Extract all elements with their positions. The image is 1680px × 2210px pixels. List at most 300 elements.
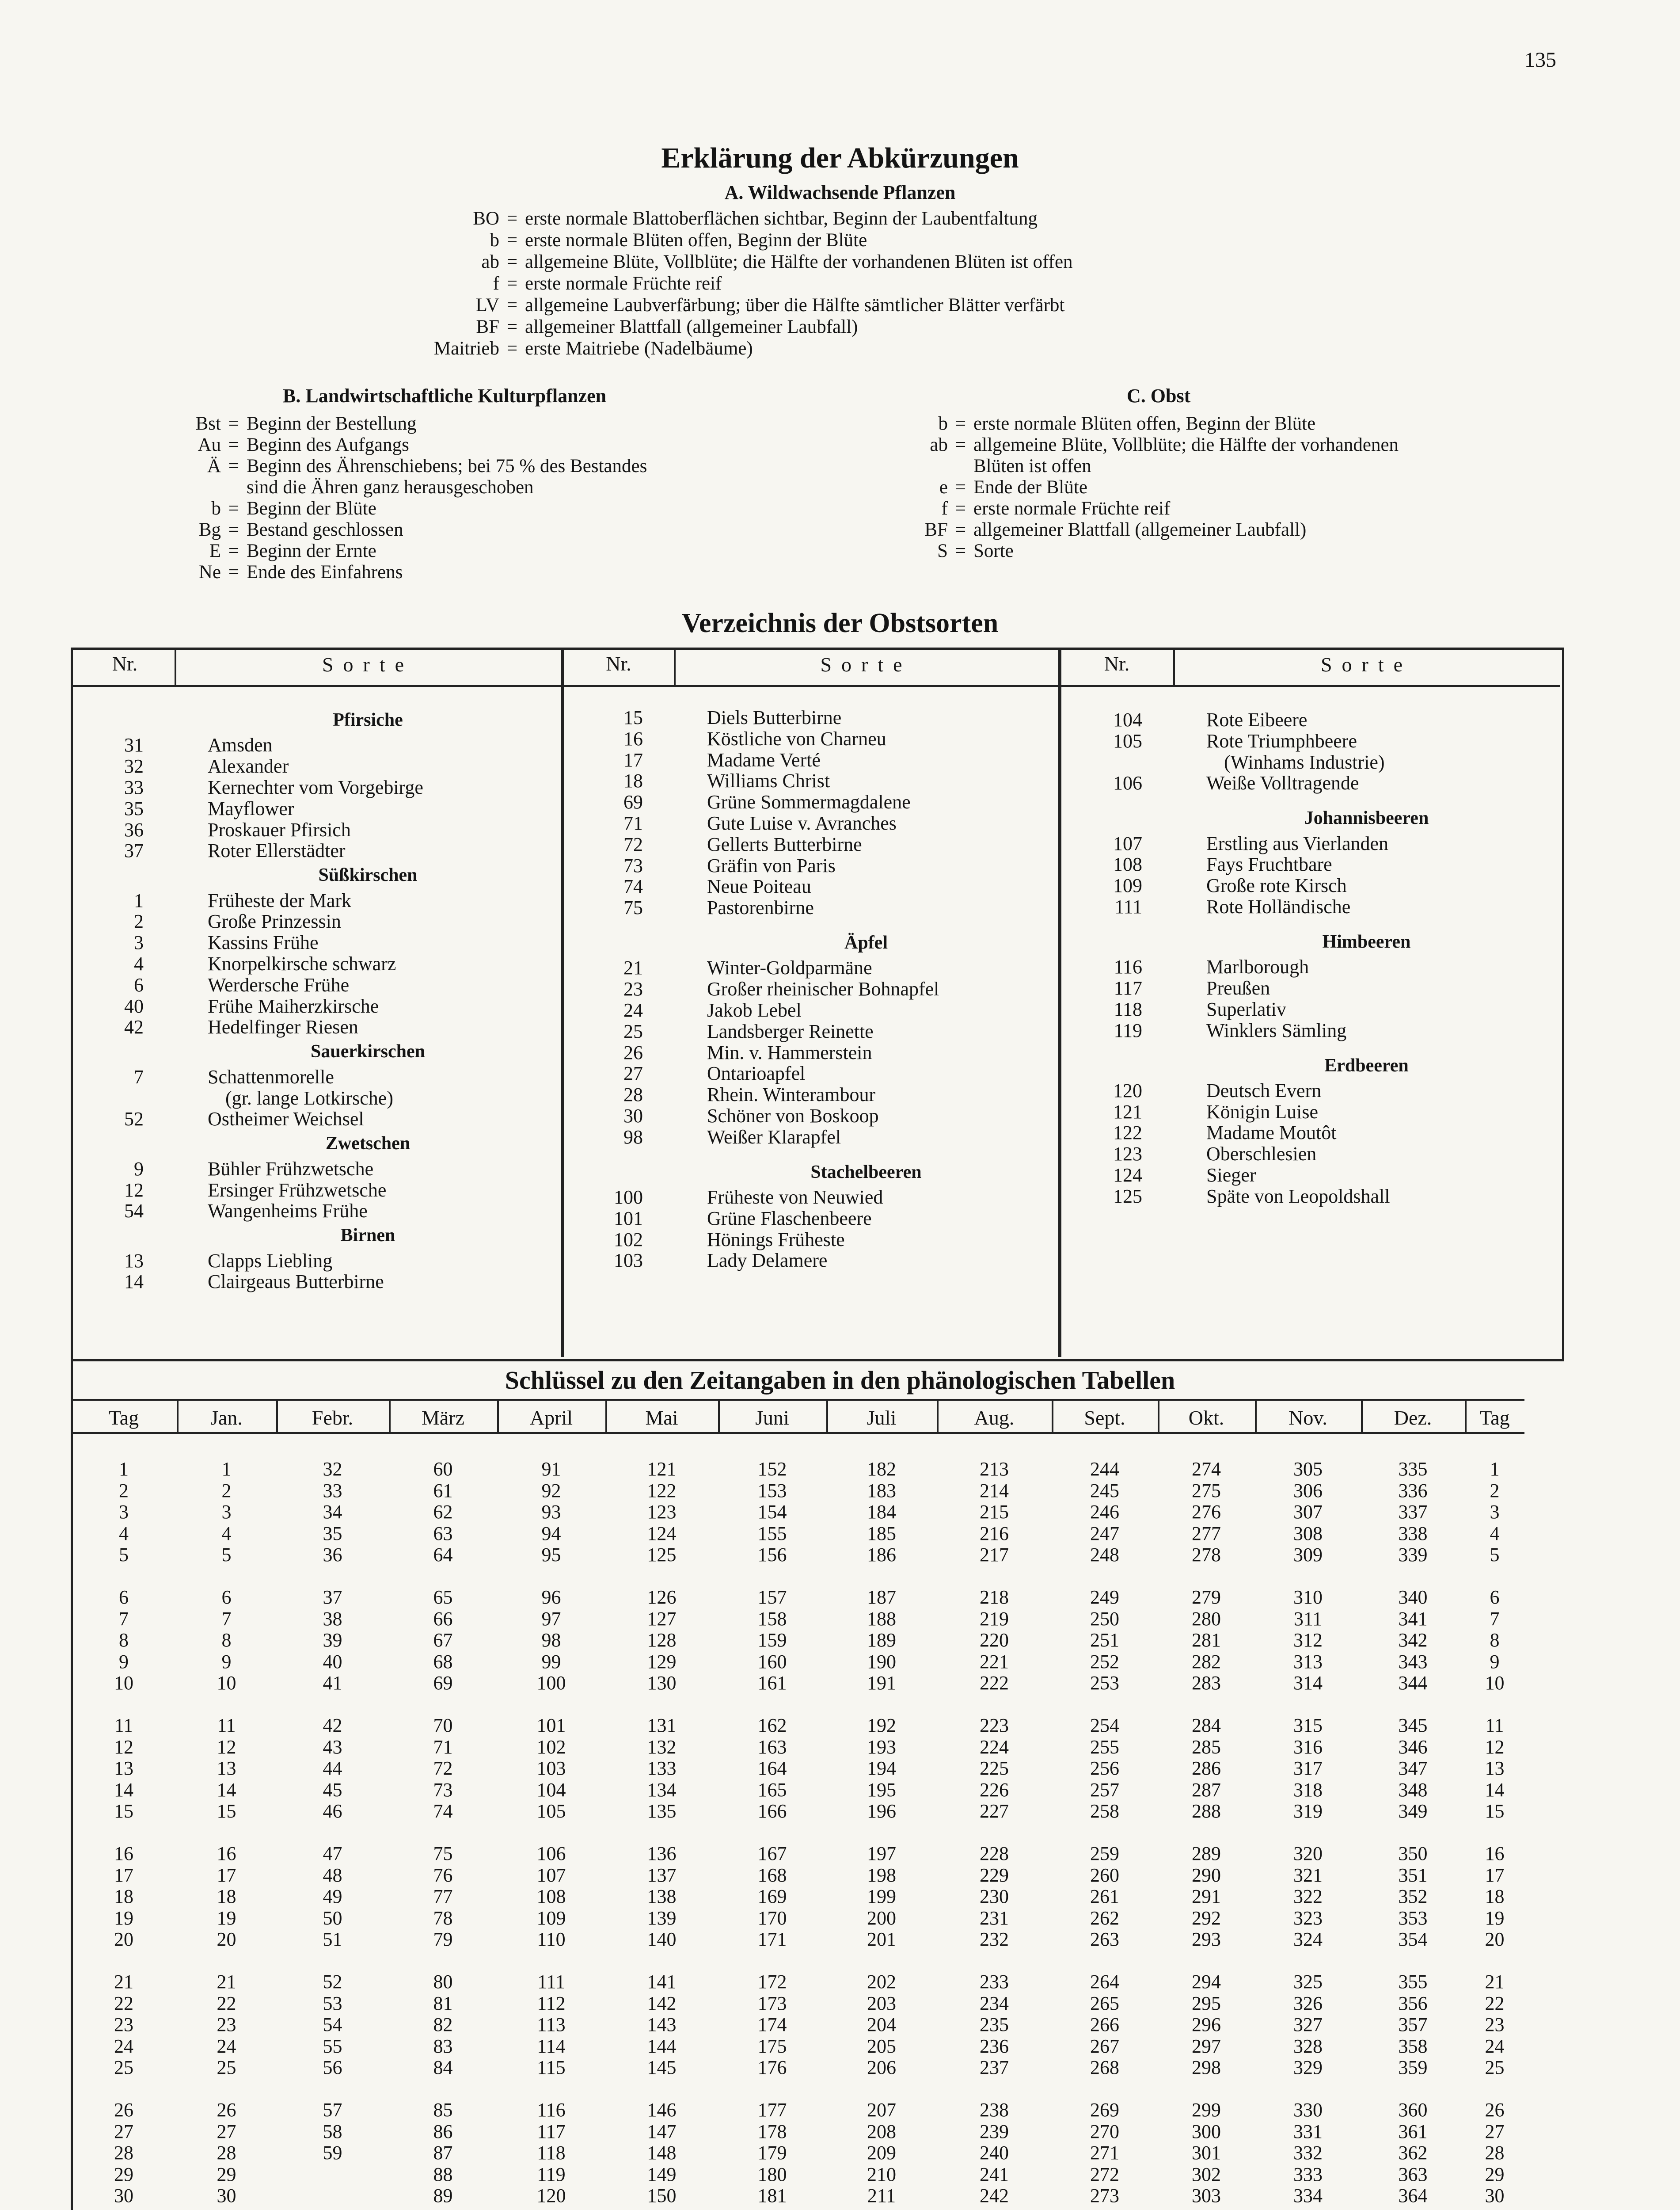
fruit-variety-name: Preußen (1206, 977, 1270, 999)
day-of-year-value: 299 (1192, 2099, 1221, 2121)
month-header: März (421, 1406, 465, 1429)
day-of-year-value: 72 (433, 1757, 453, 1779)
fruit-category-heading: Äpfel (844, 933, 888, 953)
fruit-number: 4 (134, 953, 144, 975)
day-of-year-value: 7 (221, 1608, 232, 1630)
day-of-year-value: 288 (1192, 1800, 1221, 1822)
day-of-year-value: 186 (867, 1544, 896, 1566)
day-of-year-value: 43 (323, 1736, 342, 1758)
fruit-variety-name: Williams Christ (707, 770, 830, 792)
day-of-year-value: 325 (1293, 1971, 1323, 1993)
abbreviation-text: allgemeiner Blattfall (allgemeiner Laubfall) (525, 316, 858, 337)
fruit-variety-name: Ontarioapfel (707, 1063, 806, 1085)
fruit-number: 119 (1114, 1019, 1142, 1041)
day-label: 9 (1490, 1650, 1500, 1673)
day-of-year-value: 56 (323, 2057, 342, 2079)
abbreviations-title: Erklärung der Abkürzungen (661, 142, 1019, 174)
day-of-year-value: 227 (980, 1800, 1009, 1822)
day-of-year-value: 55 (323, 2035, 342, 2057)
day-of-year-value: 226 (980, 1779, 1009, 1801)
fruit-number: 9 (134, 1158, 144, 1180)
day-of-year-value: 359 (1398, 2057, 1428, 2079)
fruit-variety-name: Ersinger Frühzwetsche (208, 1179, 387, 1201)
fruit-number: 26 (623, 1041, 643, 1063)
day-of-year-value: 96 (541, 1586, 561, 1608)
abbreviation-entry (870, 498, 1577, 519)
day-of-year-value: 98 (541, 1629, 561, 1651)
day-of-year-value: 309 (1293, 1544, 1323, 1566)
day-of-year-value: 305 (1293, 1458, 1323, 1480)
day-label: 23 (114, 2014, 133, 2036)
day-of-year-value: 14 (217, 1779, 236, 1801)
day-of-year-value: 333 (1293, 2163, 1323, 2185)
abbreviation-key: BF (924, 519, 948, 540)
day-of-year-value: 234 (980, 1992, 1009, 2014)
day-of-year-value: 158 (757, 1608, 787, 1630)
day-of-year-value: 142 (647, 1992, 677, 2014)
abbreviation-entry (150, 519, 813, 541)
day-of-year-value: 352 (1398, 1886, 1428, 1908)
day-of-year-value: 289 (1192, 1843, 1221, 1864)
abbreviation-key: Ä (207, 456, 221, 476)
day-label: 15 (114, 1800, 133, 1822)
day-of-year-value: 306 (1293, 1479, 1323, 1501)
day-of-year-value: 330 (1293, 2099, 1323, 2121)
fruit-variety-name: Erstling aus Vierlanden (1206, 832, 1389, 854)
day-of-year-value: 157 (757, 1586, 787, 1608)
day-of-year-value: 258 (1090, 1800, 1119, 1822)
day-of-year-value: 291 (1192, 1886, 1221, 1908)
day-of-year-value: 310 (1293, 1586, 1323, 1608)
fruit-variety-name: (Winhams Industrie) (1224, 751, 1385, 773)
day-of-year-value: 202 (867, 1971, 896, 1993)
day-of-year-value: 27 (217, 2120, 236, 2142)
day-of-year-value: 253 (1090, 1672, 1119, 1694)
day-label: 27 (114, 2120, 133, 2142)
abbreviation-entry (870, 541, 1577, 562)
day-label: 24 (114, 2035, 133, 2057)
day-of-year-value: 189 (867, 1629, 896, 1651)
fruit-variety-name: (gr. lange Lotkirsche) (225, 1087, 393, 1109)
day-label: 14 (114, 1779, 133, 1801)
fruit-variety-name: Frühe Maiherzkirsche (208, 995, 379, 1017)
fruit-number: 15 (623, 707, 643, 728)
day-of-year-value: 201 (867, 1928, 896, 1951)
fruit-number: 125 (1113, 1185, 1142, 1207)
day-of-year-value: 47 (323, 1843, 342, 1864)
day-label: 28 (1485, 2142, 1505, 2164)
day-of-year-value: 177 (757, 2099, 787, 2121)
fruit-number: 28 (623, 1084, 643, 1106)
day-of-year-value: 107 (536, 1864, 566, 1886)
day-of-year-value: 324 (1293, 1928, 1323, 1951)
day-of-year-value: 183 (867, 1479, 896, 1501)
day-of-year-value: 261 (1090, 1886, 1119, 1908)
day-of-year-value: 51 (323, 1928, 342, 1951)
day-of-year-value: 61 (433, 1479, 453, 1501)
day-of-year-value: 176 (757, 2057, 787, 2079)
day-of-year-value: 174 (757, 2014, 787, 2036)
day-of-year-value: 295 (1192, 1992, 1221, 2014)
day-of-year-value: 62 (433, 1501, 453, 1523)
day-of-year-value: 280 (1192, 1608, 1221, 1630)
abbreviation-entry (362, 251, 1423, 273)
day-of-year-value: 246 (1090, 1501, 1119, 1523)
day-of-year-value: 34 (323, 1501, 342, 1523)
fruit-variety-name: Früheste von Neuwied (707, 1186, 883, 1208)
day-of-year-value: 269 (1090, 2099, 1119, 2121)
fruit-variety-name: Madame Moutôt (1206, 1122, 1337, 1144)
day-of-year-value: 60 (433, 1458, 453, 1480)
day-of-year-value: 301 (1192, 2142, 1221, 2164)
day-label: 30 (1485, 2185, 1505, 2207)
day-of-year-value: 156 (757, 1544, 787, 1566)
day-of-year-value: 363 (1398, 2163, 1428, 2185)
day-of-year-value: 20 (217, 1928, 236, 1951)
fruit-list-title: Verzeichnis der Obstsorten (681, 608, 999, 638)
fruit-variety-name: Rote Eibeere (1206, 709, 1308, 731)
day-label: 19 (1485, 1907, 1505, 1929)
day-of-year-value: 196 (867, 1800, 896, 1822)
day-of-year-value: 245 (1090, 1479, 1119, 1501)
fruit-number: 107 (1113, 832, 1142, 854)
equals-sign: = (506, 273, 518, 294)
abbreviation-key: b (211, 498, 221, 519)
day-label: 25 (114, 2057, 133, 2079)
fruit-variety-name: Mayflower (208, 797, 294, 819)
fruit-number: 32 (124, 755, 144, 777)
day-label: 9 (119, 1650, 129, 1673)
day-of-year-value: 97 (541, 1608, 561, 1630)
equals-sign: = (228, 413, 239, 434)
fruit-number: 124 (1113, 1164, 1142, 1186)
fruit-variety-name: Gellerts Butterbirne (707, 833, 862, 855)
day-label: 14 (1485, 1779, 1505, 1801)
day-label: 26 (1485, 2099, 1505, 2121)
day-of-year-value: 71 (433, 1736, 453, 1758)
day-of-year-value: 264 (1090, 1971, 1119, 1993)
day-of-year-value: 121 (647, 1458, 677, 1480)
day-of-year-value: 170 (757, 1907, 787, 1929)
day-of-year-value: 9 (221, 1650, 232, 1673)
day-label: 22 (114, 1992, 133, 2014)
fruit-number: 7 (134, 1066, 144, 1088)
fruit-number: 98 (623, 1126, 643, 1148)
fruit-number: 21 (623, 957, 643, 979)
month-header: Juni (755, 1406, 789, 1429)
day-of-year-value: 233 (980, 1971, 1009, 1993)
day-of-year-value: 181 (757, 2185, 787, 2207)
fruit-number: 74 (623, 876, 643, 898)
fruit-variety-name: Superlativ (1206, 998, 1286, 1020)
fruit-category-heading: Zwetschen (325, 1133, 410, 1154)
abbreviation-entry (870, 413, 1577, 434)
equals-sign: = (506, 208, 518, 229)
abbreviation-text: erste normale Blattoberflächen sichtbar, Beginn der Laubentfaltung (525, 208, 1038, 229)
fruit-number: 52 (124, 1108, 144, 1130)
day-of-year-value: 193 (867, 1736, 896, 1758)
abbreviation-key: Bg (198, 519, 221, 540)
equals-sign: = (506, 338, 518, 359)
day-of-year-value: 99 (541, 1650, 561, 1673)
day-label: 7 (1490, 1608, 1500, 1630)
fruit-number: 73 (623, 854, 643, 876)
day-of-year-value: 335 (1398, 1458, 1428, 1480)
fruit-variety-name: Hedelfinger Riesen (208, 1016, 358, 1038)
fruit-variety-name: Grüne Flaschenbeere (707, 1207, 872, 1229)
day-of-year-value: 200 (867, 1907, 896, 1929)
day-of-year-value: 116 (537, 2099, 566, 2121)
day-of-year-value: 45 (323, 1779, 342, 1801)
day-of-year-value: 53 (323, 1992, 342, 2014)
day-of-year-value: 32 (323, 1458, 342, 1480)
day-of-year-value: 75 (433, 1843, 453, 1864)
equals-sign: = (955, 541, 966, 561)
day-of-year-value: 322 (1293, 1886, 1323, 1908)
day-of-year-value: 143 (647, 2014, 677, 2036)
day-of-year-value: 85 (433, 2099, 453, 2121)
day-of-year-value: 13 (217, 1757, 236, 1779)
day-of-year-value: 1 (221, 1458, 232, 1480)
day-of-year-value: 155 (757, 1522, 787, 1544)
day-of-year-value: 230 (980, 1886, 1009, 1908)
fruit-variety-name: Große rote Kirsch (1206, 875, 1347, 897)
day-of-year-value: 110 (537, 1928, 566, 1951)
day-label: 30 (114, 2185, 133, 2207)
day-of-year-value: 314 (1293, 1672, 1323, 1694)
fruit-variety-name: Neue Poiteau (707, 876, 811, 898)
fruit-number: 54 (124, 1200, 144, 1222)
day-of-year-value: 33 (323, 1479, 342, 1501)
fruit-number: 6 (134, 974, 144, 996)
fruit-variety-name: Sieger (1206, 1164, 1256, 1186)
abbreviation-key: f (493, 273, 499, 294)
day-of-year-value: 285 (1192, 1736, 1221, 1758)
day-of-year-value: 276 (1192, 1501, 1221, 1523)
day-of-year-value: 29 (217, 2163, 236, 2185)
day-of-year-value: 351 (1398, 1864, 1428, 1886)
day-of-year-value: 89 (433, 2185, 453, 2207)
fruit-variety-name: Min. v. Hammerstein (707, 1041, 872, 1063)
day-of-year-value: 118 (537, 2142, 566, 2164)
abbreviation-key: ab (481, 251, 499, 272)
day-of-year-value: 94 (541, 1522, 561, 1544)
day-label: 12 (114, 1736, 133, 1758)
day-of-year-value: 326 (1293, 1992, 1323, 2014)
day-of-year-value: 328 (1293, 2035, 1323, 2057)
day-of-year-value: 167 (757, 1843, 787, 1864)
day-of-year-value: 81 (433, 1992, 453, 2014)
day-of-year-value: 286 (1192, 1757, 1221, 1779)
day-label: 16 (1485, 1843, 1505, 1864)
fruit-variety-name: Früheste der Mark (208, 889, 352, 911)
fruit-number: 12 (124, 1179, 144, 1201)
abbreviation-text: Sorte (973, 541, 1014, 561)
day-label: 29 (1485, 2163, 1505, 2185)
day-label: 18 (114, 1886, 133, 1908)
day-of-year-value: 129 (647, 1650, 677, 1673)
day-of-year-value: 180 (757, 2163, 787, 2185)
month-header: Juli (867, 1406, 897, 1429)
equals-sign: = (955, 519, 966, 540)
day-of-year-value: 275 (1192, 1479, 1221, 1501)
abbreviation-key: Ne (198, 562, 221, 583)
section-a-list (362, 208, 1423, 359)
day-of-year-value: 279 (1192, 1586, 1221, 1608)
fruit-number: 116 (1114, 956, 1142, 978)
day-of-year-value: 48 (323, 1864, 342, 1886)
day-of-year-value: 162 (757, 1715, 787, 1736)
fruit-number: 2 (134, 911, 144, 933)
day-of-year-value: 284 (1192, 1715, 1221, 1736)
fruit-number: 31 (124, 734, 144, 756)
day-of-year-value: 349 (1398, 1800, 1428, 1822)
day-of-year-value: 192 (867, 1715, 896, 1736)
day-of-year-value: 12 (217, 1736, 236, 1758)
day-label: 24 (1485, 2035, 1505, 2057)
day-label: 13 (1485, 1757, 1505, 1779)
fruit-number: 13 (124, 1250, 144, 1272)
fruit-variety-name: Hönings Früheste (707, 1228, 845, 1250)
day-of-year-value: 57 (323, 2099, 342, 2121)
day-label: 15 (1485, 1800, 1505, 1822)
day-of-year-value: 318 (1293, 1779, 1323, 1801)
day-label: 21 (114, 1971, 133, 1993)
abbreviation-entry (150, 477, 813, 498)
equals-sign: = (228, 562, 239, 583)
fruit-variety-name: Proskauer Pfirsich (208, 819, 351, 841)
month-header: Okt. (1188, 1406, 1224, 1429)
day-of-year-value: 182 (867, 1458, 896, 1480)
fruit-variety-name: Lady Delamere (707, 1250, 828, 1272)
day-of-year-value: 168 (757, 1864, 787, 1886)
day-of-year-value: 163 (757, 1736, 787, 1758)
day-of-year-value: 249 (1090, 1586, 1119, 1608)
fruit-variety-name: Knorpelkirsche schwarz (208, 953, 396, 975)
day-label: 29 (114, 2163, 133, 2185)
day-of-year-value: 236 (980, 2035, 1009, 2057)
fruit-number: 103 (614, 1250, 643, 1272)
day-of-year-value: 313 (1293, 1650, 1323, 1673)
day-of-year-value: 92 (541, 1479, 561, 1501)
day-of-year-value: 184 (867, 1501, 896, 1523)
month-header: April (529, 1406, 573, 1429)
day-of-year-value: 315 (1293, 1715, 1323, 1736)
day-of-year-value: 267 (1090, 2035, 1119, 2057)
day-label: 1 (1490, 1458, 1500, 1480)
day-of-year-value: 338 (1398, 1522, 1428, 1544)
fruit-category-heading: Stachelbeeren (810, 1162, 922, 1182)
day-of-year-value: 311 (1293, 1608, 1323, 1630)
fruit-variety-name: Wangenheims Frühe (208, 1200, 368, 1222)
day-of-year-value: 357 (1398, 2014, 1428, 2036)
day-of-year-value: 341 (1398, 1608, 1428, 1630)
day-of-year-value: 105 (536, 1800, 566, 1822)
day-of-year-value: 298 (1192, 2057, 1221, 2079)
day-of-year-value: 241 (980, 2163, 1009, 2185)
day-of-year-value: 272 (1090, 2163, 1119, 2185)
day-of-year-value: 360 (1398, 2099, 1428, 2121)
day-of-year-value: 77 (433, 1886, 453, 1908)
day-of-year-value: 287 (1192, 1779, 1221, 1801)
section-b-title: B. Landwirtschaftliche Kulturpflanzen (283, 385, 607, 407)
day-of-year-value: 197 (867, 1843, 896, 1864)
day-of-year-value: 52 (323, 1971, 342, 1993)
day-of-year-value: 114 (537, 2035, 566, 2057)
day-of-year-value: 148 (647, 2142, 677, 2164)
equals-sign (221, 477, 247, 498)
fruit-number: 75 (623, 897, 643, 919)
day-of-year-value: 141 (647, 1971, 677, 1993)
day-of-year-value: 36 (323, 1544, 342, 1566)
abbreviation-text: allgemeine Blüte, Vollblüte; die Hälfte der vorhandenen Blüten ist offen (525, 251, 1073, 272)
fruit-variety-name: Königin Luise (1206, 1101, 1318, 1123)
abbreviation-key: E (209, 541, 221, 561)
day-of-year-value: 2 (221, 1479, 232, 1501)
day-of-year-value: 198 (867, 1864, 896, 1886)
fruit-variety-name: Kassins Frühe (208, 932, 319, 954)
section-a-title: A. Wildwachsende Pflanzen (724, 182, 956, 203)
day-of-year-value: 247 (1090, 1522, 1119, 1544)
day-of-year-value: 91 (541, 1458, 561, 1480)
day-of-year-value: 137 (647, 1864, 677, 1886)
day-of-year-value: 344 (1398, 1672, 1428, 1694)
equals-sign: = (955, 477, 966, 498)
fruit-number: 24 (623, 999, 643, 1021)
abbreviation-entry (362, 273, 1423, 294)
day-of-year-value: 255 (1090, 1736, 1119, 1758)
month-header: Tag (108, 1406, 139, 1429)
day-of-year-value: 63 (433, 1522, 453, 1544)
fruit-number: 23 (623, 978, 643, 1000)
abbreviation-key: b (490, 230, 499, 251)
day-of-year-value: 211 (867, 2185, 896, 2207)
abbreviation-entry (150, 562, 813, 583)
day-of-year-value: 217 (980, 1544, 1009, 1566)
fruit-number: 109 (1113, 875, 1142, 897)
fruit-variety-name: Bühler Frühzwetsche (208, 1158, 374, 1180)
day-of-year-value: 18 (217, 1886, 236, 1908)
day-of-year-value: 346 (1398, 1736, 1428, 1758)
abbreviation-text: Bestand geschlossen (247, 519, 403, 540)
month-header: Nov. (1289, 1406, 1327, 1429)
abbreviation-entry (362, 316, 1423, 338)
abbreviation-key: f (941, 498, 948, 519)
day-of-year-value: 254 (1090, 1715, 1119, 1736)
day-of-year-value: 278 (1192, 1544, 1221, 1566)
day-of-year-value: 74 (433, 1800, 453, 1822)
day-of-year-value: 22 (217, 1992, 236, 2014)
abbreviation-text: allgemeine Blüte, Vollblüte; die Hälfte der vorhandenen (973, 434, 1399, 455)
day-of-year-value: 161 (757, 1672, 787, 1694)
day-of-year-value: 64 (433, 1544, 453, 1566)
day-of-year-value: 340 (1398, 1586, 1428, 1608)
day-of-year-value: 133 (647, 1757, 677, 1779)
fruit-number: 16 (623, 728, 643, 750)
fruit-variety-name: Amsden (208, 734, 273, 756)
fruit-category-heading: Süßkirschen (318, 865, 418, 886)
day-of-year-value: 104 (536, 1779, 566, 1801)
day-of-year-value: 25 (217, 2057, 236, 2079)
day-of-year-value: 171 (757, 1928, 787, 1951)
day-label: 20 (1485, 1928, 1505, 1951)
month-header: Febr. (312, 1406, 353, 1429)
day-of-year-value: 102 (536, 1736, 566, 1758)
day-of-year-value: 281 (1192, 1629, 1221, 1651)
fruit-number: 36 (124, 819, 144, 841)
day-of-year-value: 46 (323, 1800, 342, 1822)
day-of-year-value: 3 (221, 1501, 232, 1523)
